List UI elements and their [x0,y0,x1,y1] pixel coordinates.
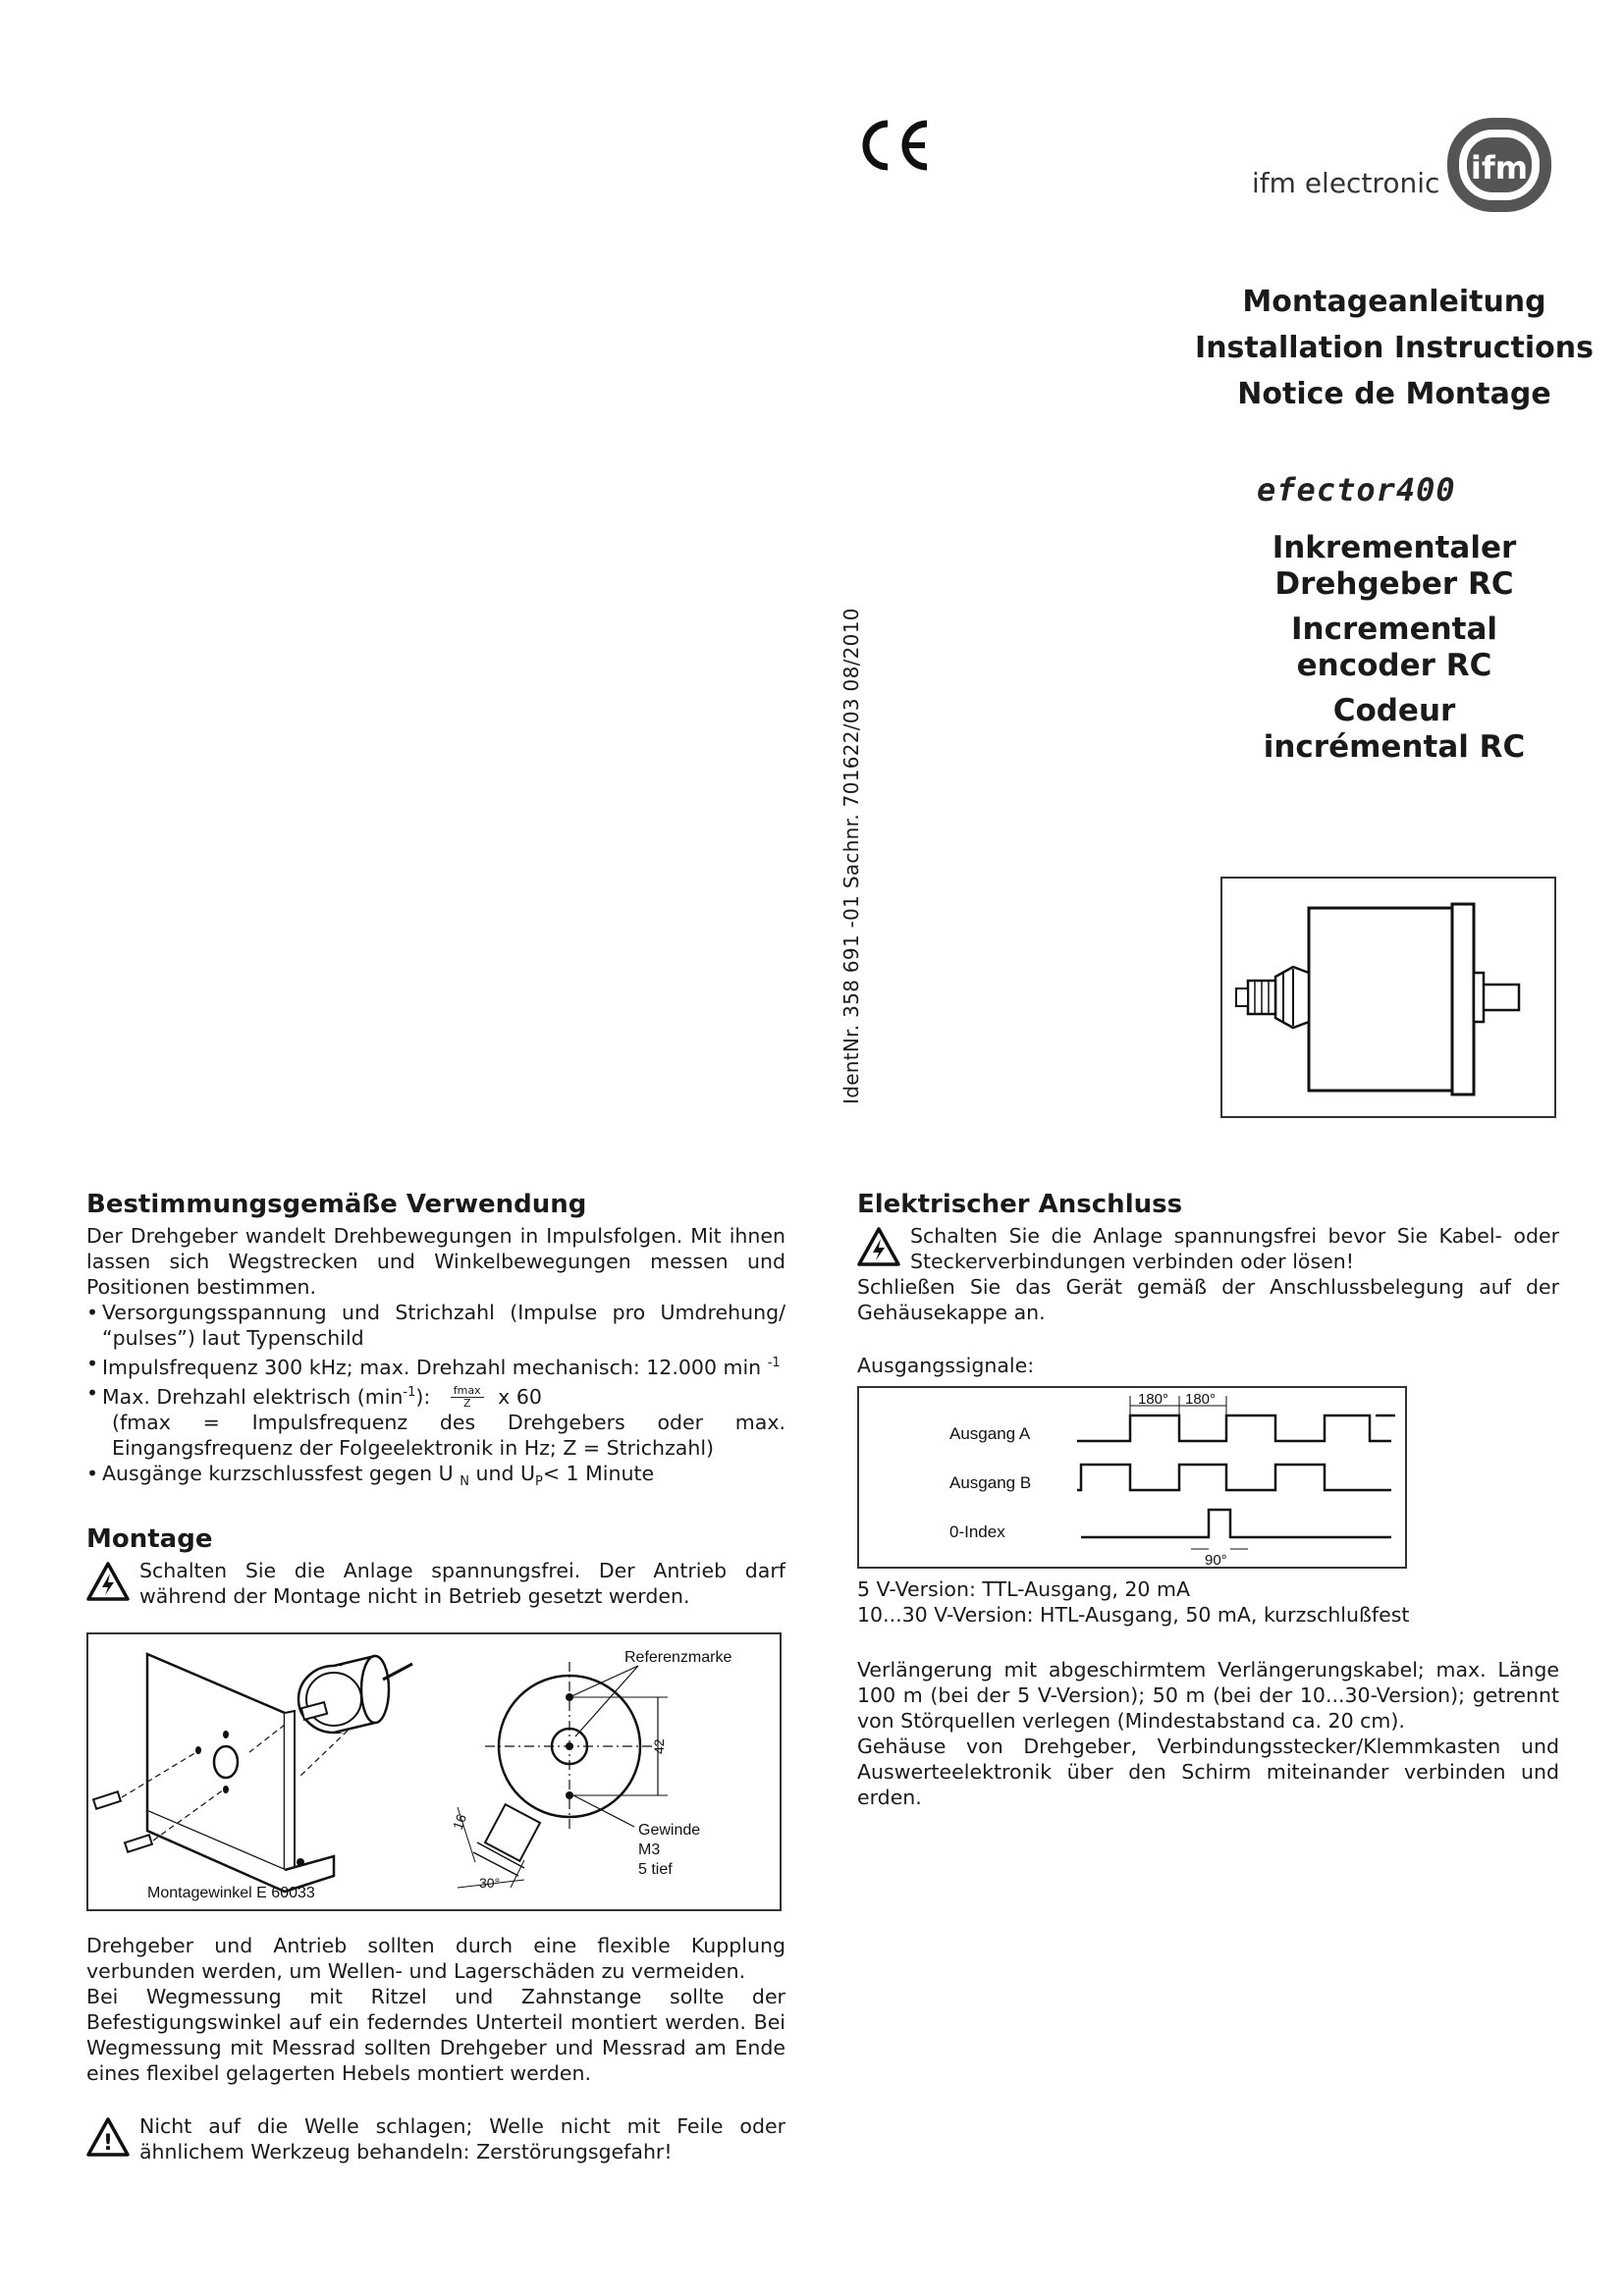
thread-label-3: 5 tief [638,1861,673,1879]
warning-icon [86,2117,130,2157]
title-block [1159,279,1624,417]
bullet-frequency: • Impulsfrequenz 300 kHz; max. Drehzahl mechanisch: 12.000 min $^{-1}$ [86,1351,785,1380]
ref-mark-label: Referenzmarke [624,1649,732,1667]
bullet-supply: • Versorgungsspannung und Strichzahl (Impulse pro Umdrehung/ “pulses”) laut Typenschild [86,1300,785,1351]
bracket-label: Montagewinkel E 60033 [147,1885,315,1902]
ce-mark-icon [854,116,933,175]
series-logo-text: efector400 [1257,471,1456,508]
product-name-fr: Codeur incrémental RC [1263,693,1526,765]
dim-30: 30° [479,1875,501,1892]
usage-bullets [86,1300,785,1495]
phase-2-label: 180° [1185,1391,1217,1408]
elec-warning [857,1223,1559,1274]
thread-label-1: Gewinde [638,1822,701,1840]
logo-text: ifm [1470,149,1529,187]
product-name-de: Inkrementaler Drehgeber RC [1272,530,1517,602]
bullet-short-circuit: • Ausgänge kurzschlussfest gegen U $_N$ und $U_P< 1$ Minute [86,1461,785,1495]
left-column [86,1190,785,2164]
ifm-logo [1445,116,1553,214]
pinion-text: Bei Wegmessung mit Ritzel und Zahnstange sollte der Befestigungswinkel auf ein federndes Unterteil montiert werden. Bei Wegmessung mit Messrad sollten Drehgeber und Messrad am Ende eines flexibel gelagerten Hebels montiert werden. [86,1985,785,2086]
brand-name: ifm electronic [1252,167,1440,199]
ifm-logo-icon [1445,116,1553,214]
usage-text: Der Drehgeber wandelt Drehbewegungen in Impulsfolgen. Mit ihnen lassen sich Wegstrecken und Winkelbewegungen messen und Positionen bestimmen. [86,1224,785,1299]
elec-heading: Elektrischer Anschluss [857,1190,1183,1219]
ausgang-a-label: Ausgang A [949,1424,1031,1443]
mount-heading: Montage [86,1524,213,1555]
title-fr: Notice de Montage [1237,377,1551,411]
warning-icon [857,1227,900,1266]
bullet-max-speed: • Max. Drehzahl elektrisch $(\min^{-1})$: fmax Z x 60 (fmax = Impulsfrequenz des Drehgebers oder max. Eingangsfrequenz der Folgeelektronik in Hz; Z = Strichzahl) [86,1380,785,1461]
product-names [1198,530,1591,774]
max-speed-note: (fmax = Impulsfrequenz des Drehgebers oder max. Eingangsfrequenz der Folgeelektronik in Hz; Z = Strichzahl) [112,1411,785,1461]
shaft-warning [86,2113,785,2164]
warning-icon [86,1562,130,1601]
encoder-product-image [1220,877,1556,1118]
title-en: Installation Instructions [1195,331,1594,365]
ausgang-b-label: Ausgang B [949,1473,1032,1492]
signals-label: Ausgangssignale: [857,1354,1035,1377]
elec-warning-text: Schalten Sie die Anlage spannungsfrei bevor Sie Kabel- oder Steckerverbindungen verbinden oder lösen! [910,1224,1559,1273]
index-label: 0-Index [949,1522,1005,1541]
index-width-label: 90° [1205,1552,1227,1567]
coupling-text: Drehgeber und Antrieb sollten durch eine flexible Kupplung verbunden werden, um Wellen- und Lagerschäden zu vermeiden. [86,1934,785,1984]
usage-heading: Bestimmungsgemäße Verwendung [86,1190,587,1219]
fraction: fmax Z [451,1385,484,1410]
thread-label-2: M3 [638,1842,661,1859]
mounting-diagram [86,1632,782,1911]
encoder-side-view-icon [1222,879,1554,1116]
ce-mark [854,116,933,175]
signal-diagram [857,1386,1407,1569]
mounting-drawing-icon [88,1634,780,1909]
housing-text: Gehäuse von Drehgeber, Verbindungsstecker/Klemmkasten und Auswerteelektronik über den Schirm miteinander verbinden und erden. [857,1735,1559,1809]
version-30v: 10...30 V-Version: HTL-Ausgang, 50 mA, kurzschlußfest [857,1603,1410,1627]
document-id: IdentNr. 358 691 -01 Sachnr. 701622/03 08/2010 [839,608,863,1104]
phase-1-label: 180° [1138,1391,1169,1408]
product-name-en: Incremental encoder RC [1290,612,1498,683]
extension-text: Verlängerung mit abgeschirmtem Verlängerungskabel; max. Länge 100 m (bei der 5 V-Version); 50 m (bei der 10...30-Version); getrennt von Störquellen verlegen (Mindestabstand ca. 20 cm). [857,1658,1559,1733]
version-5v: 5 V-Version: TTL-Ausgang, 20 mA [857,1577,1190,1601]
title-de: Montageanleitung [1242,285,1546,319]
right-column [857,1190,1559,1810]
shaft-warning-text: Nicht auf die Welle schlagen; Welle nicht mit Feile oder ähnlichem Werkzeug behandeln: Zerstörungsgefahr! [139,2114,785,2164]
series-logo [1257,471,1456,508]
mount-warning-text: Schalten Sie die Anlage spannungsfrei. Der Antrieb darf während der Montage nicht in Betrieb gesetzt werden. [139,1559,785,1609]
dim-16: 16 [449,1812,470,1833]
signal-waveform-icon [859,1388,1405,1567]
svg-text:!: ! [102,2131,114,2157]
dim-42: 42 [651,1738,667,1755]
mount-warning [86,1558,785,1609]
elec-text: Schließen Sie das Gerät gemäß der Anschlussbelegung auf der Gehäusekappe an. [857,1275,1559,1324]
